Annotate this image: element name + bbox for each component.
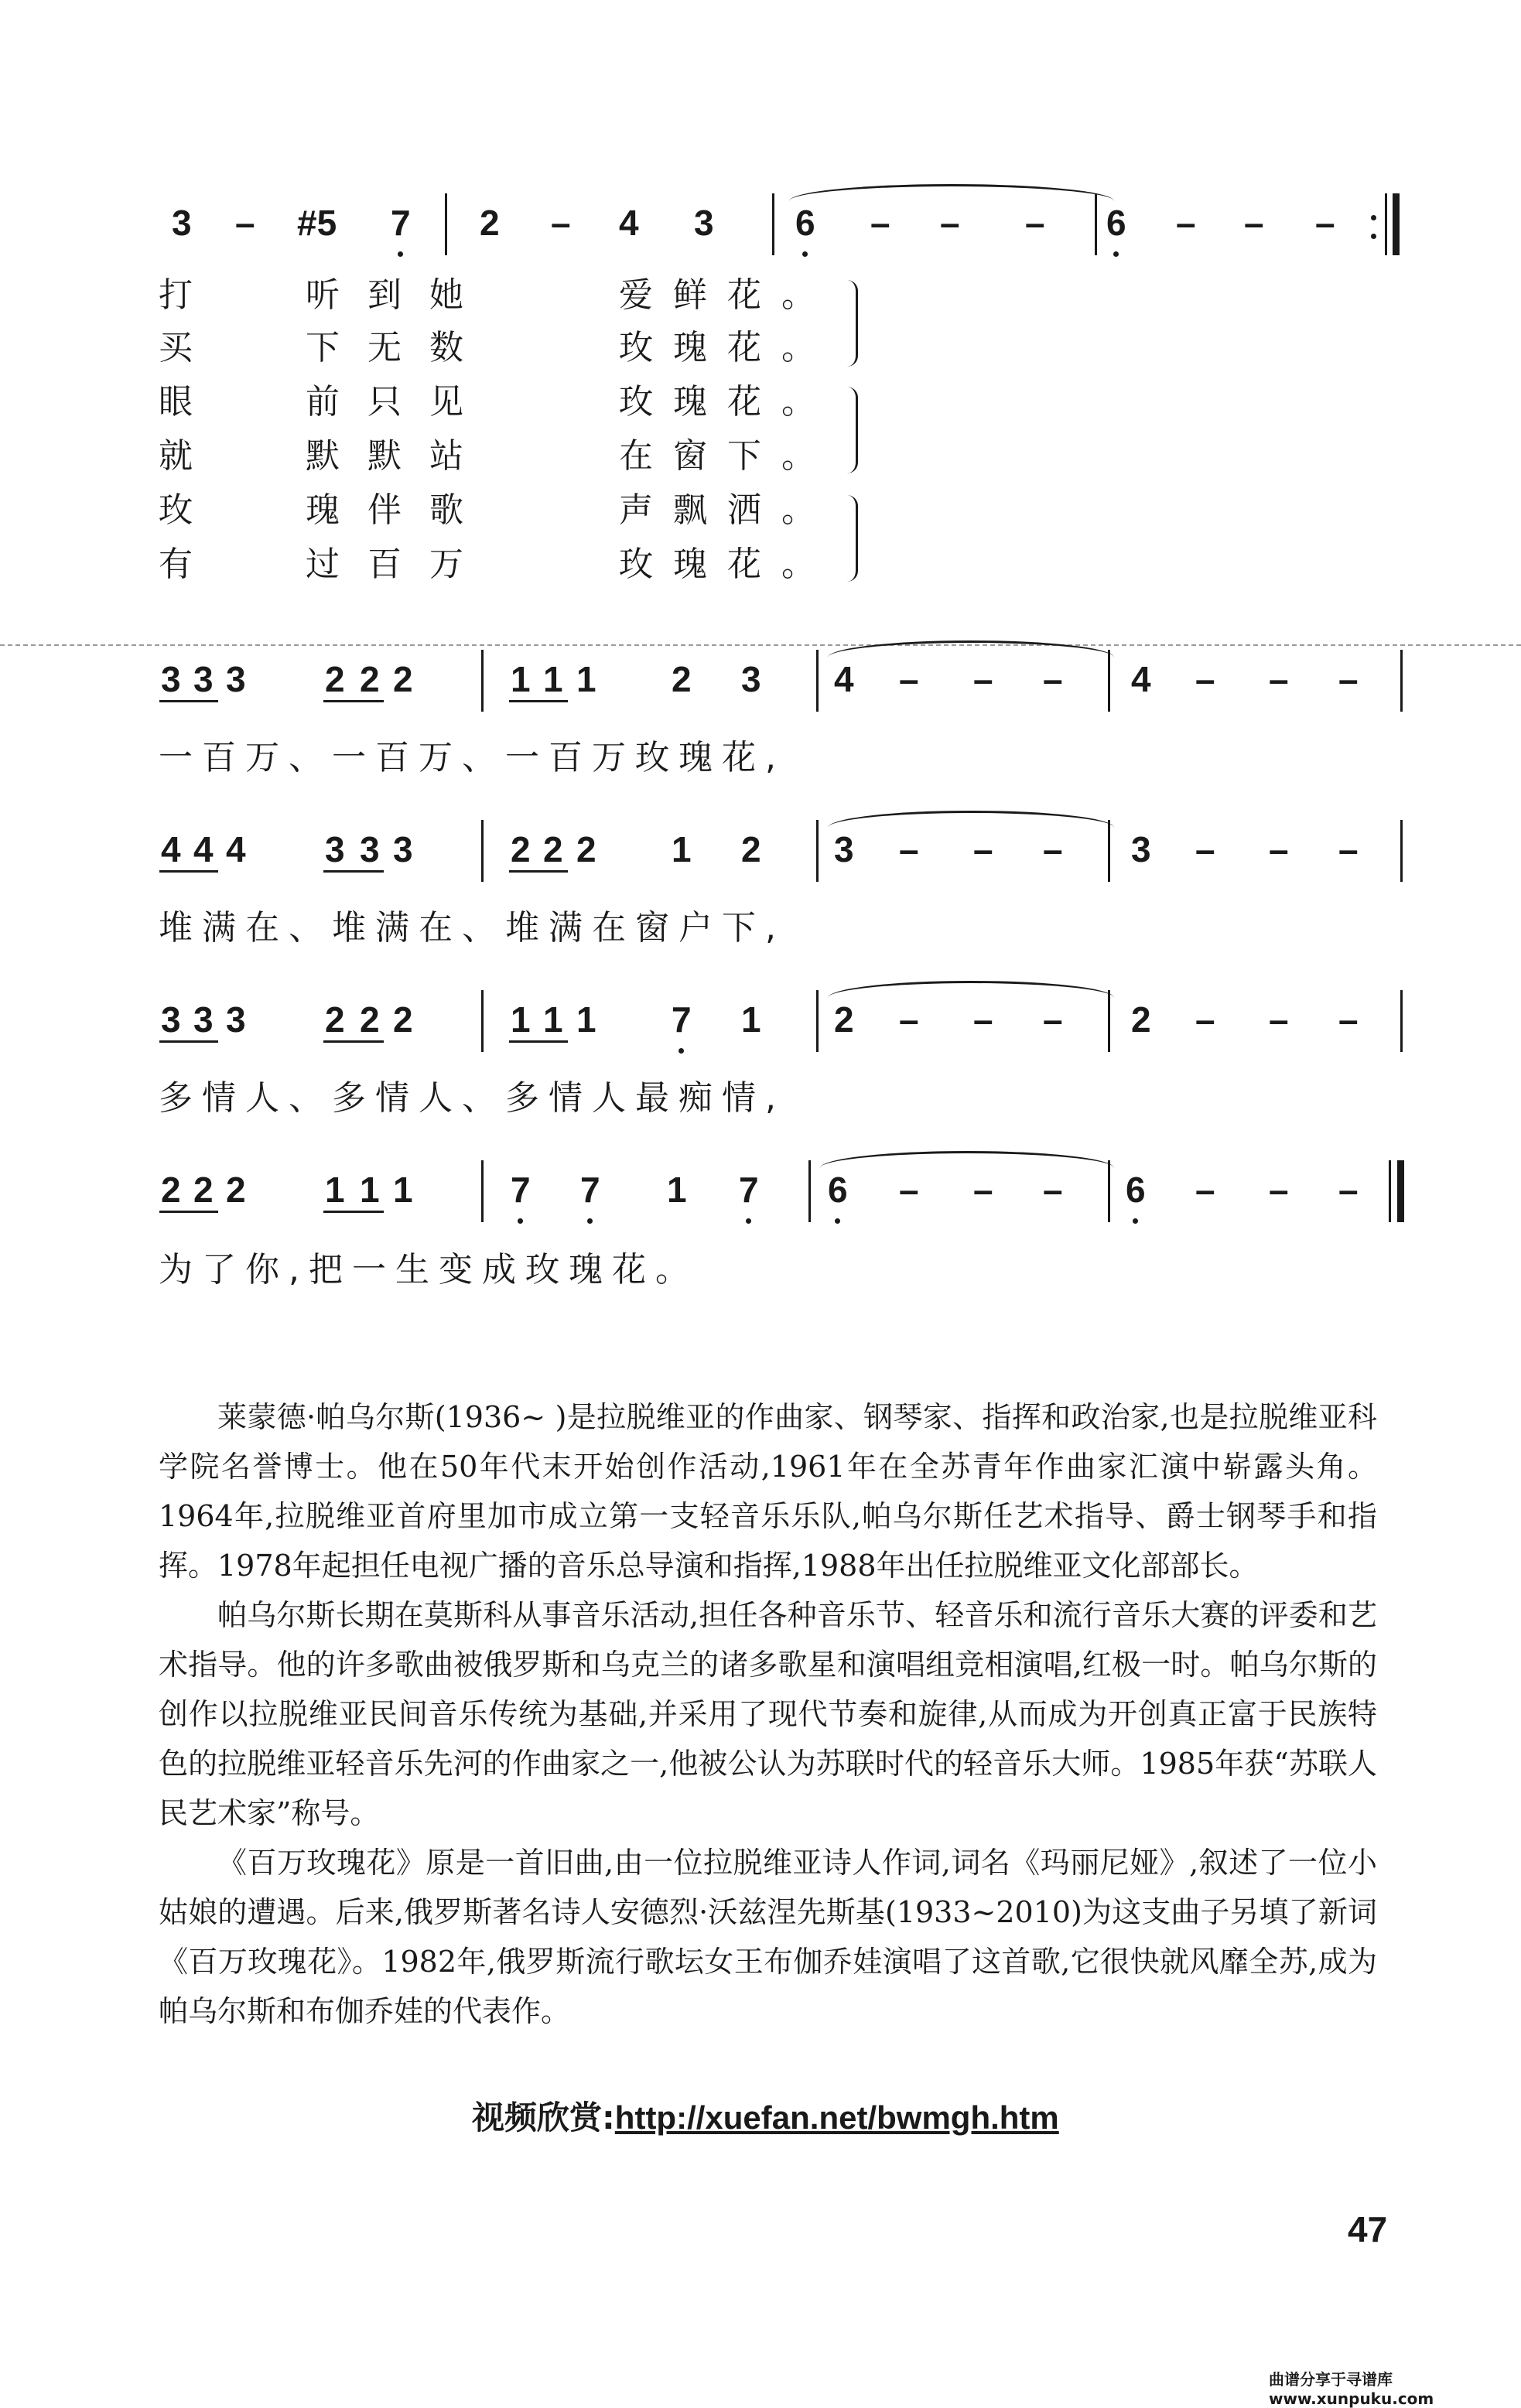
- low-octave-dot: [835, 1218, 840, 1224]
- note: 3: [1131, 829, 1151, 869]
- tie: [820, 1151, 1114, 1170]
- note-dash: –: [1043, 999, 1063, 1040]
- article-paragraph: 莱蒙德·帕乌尔斯(1936~ )是拉脱维亚的作曲家、钢琴家、指挥和政治家,也是拉脱维亚科学院名誉博士。他在50年代末开始创作活动,1961年在全苏青年作曲家汇演中崭露头角。1964年,拉脱维亚首府里加市成立第一支轻音乐乐队,帕乌尔斯任艺术指导、爵士钢琴手和指挥。1978年起担任电视广播的音乐总导演和指挥,1988年出任拉脱维亚文化部部长。: [159, 1400, 1377, 1583]
- scan-fold-line: [0, 644, 1521, 646]
- note: 3: [834, 829, 854, 869]
- verse-brace: [842, 280, 858, 367]
- lyric-text: 玫瑰花。: [619, 328, 836, 367]
- note: 6: [795, 203, 815, 243]
- note: 1: [325, 1170, 345, 1210]
- note: 4: [834, 659, 854, 699]
- note-dash: –: [1195, 659, 1215, 699]
- note: 1: [360, 1170, 380, 1210]
- note: 2: [193, 1170, 214, 1210]
- lyric-text: 玫瑰花。: [619, 545, 836, 584]
- barline: [481, 990, 484, 1052]
- note: 3: [193, 999, 214, 1040]
- note: 4: [161, 829, 181, 869]
- note-dash: –: [1195, 999, 1215, 1040]
- note: 1: [576, 999, 596, 1040]
- note: 2: [360, 659, 380, 699]
- note-dash: –: [1338, 999, 1359, 1040]
- eighth-beam: [159, 1040, 218, 1043]
- low-octave-dot: [518, 1218, 523, 1224]
- note: 7: [391, 203, 411, 243]
- lyric-text: 在窗下。: [619, 436, 836, 476]
- note-dash: –: [1195, 1170, 1215, 1210]
- note: 2: [360, 999, 380, 1040]
- note: 4: [619, 203, 639, 243]
- repeat-barline: [1385, 193, 1387, 255]
- barline: [1400, 990, 1403, 1052]
- video-url-link[interactable]: http://xuefan.net/bwmgh.htm: [614, 2099, 1059, 2136]
- eighth-beam: [323, 700, 384, 702]
- note: #5: [297, 203, 337, 243]
- note-dash: –: [973, 829, 993, 869]
- note: 1: [741, 999, 761, 1040]
- lyric-text: 下无数: [306, 328, 491, 367]
- lyric-text: 一百万、一百万、一百万玫瑰花,: [159, 738, 785, 777]
- note-dash: –: [973, 1170, 993, 1210]
- note-dash: –: [1025, 203, 1045, 243]
- note: 2: [1131, 999, 1151, 1040]
- note: 2: [543, 829, 563, 869]
- barline: [1108, 990, 1110, 1052]
- footer-watermark: 曲谱分享于寻谱库 www.xunpuku.com: [1269, 2370, 1434, 2408]
- note: 2: [325, 659, 345, 699]
- low-octave-dot: [1133, 1218, 1138, 1224]
- lyric-text: 默默站: [306, 436, 491, 476]
- note: 2: [576, 829, 596, 869]
- note: 3: [226, 999, 246, 1040]
- note-dash: –: [899, 1170, 919, 1210]
- note: 7: [672, 999, 692, 1040]
- barline: [481, 650, 484, 712]
- note-dash: –: [1269, 659, 1289, 699]
- note-dash: –: [1269, 829, 1289, 869]
- barline: [1108, 820, 1110, 882]
- note: 2: [161, 1170, 181, 1210]
- note: 4: [226, 829, 246, 869]
- verse-brace: [842, 495, 858, 582]
- low-octave-dot: [802, 251, 808, 257]
- lyric-syllable: 眼: [159, 382, 193, 422]
- barline: [1108, 1160, 1110, 1222]
- note: 1: [511, 999, 531, 1040]
- note: 3: [226, 659, 246, 699]
- note-dash: –: [1176, 203, 1196, 243]
- note: 7: [739, 1170, 759, 1210]
- note: 3: [741, 659, 761, 699]
- tie: [789, 184, 1114, 203]
- note: 3: [325, 829, 345, 869]
- note-dash: –: [1043, 659, 1063, 699]
- low-octave-dot: [1113, 251, 1119, 257]
- note-dash: –: [1338, 829, 1359, 869]
- barline: [816, 650, 819, 712]
- lyric-text: 前只见: [306, 382, 491, 422]
- lyric-syllable: 玫: [159, 490, 193, 530]
- video-link-line: [472, 2092, 1059, 2139]
- note: 2: [672, 659, 692, 699]
- verse-brace: [842, 387, 858, 473]
- tie: [828, 811, 1114, 830]
- low-octave-dot: [587, 1218, 593, 1224]
- barline: [772, 193, 774, 255]
- note: 7: [511, 1170, 531, 1210]
- note: 2: [480, 203, 500, 243]
- note-dash: –: [1043, 1170, 1063, 1210]
- note: 1: [576, 659, 596, 699]
- eighth-beam: [159, 1211, 218, 1213]
- note: 1: [511, 659, 531, 699]
- note: 2: [325, 999, 345, 1040]
- note-dash: –: [1195, 829, 1215, 869]
- video-label: 视频欣赏:: [472, 2099, 615, 2136]
- tie: [828, 981, 1114, 1000]
- note: 2: [834, 999, 854, 1040]
- note: 2: [226, 1170, 246, 1210]
- eighth-beam: [323, 1211, 384, 1213]
- barline: [1400, 820, 1403, 882]
- note: 1: [672, 829, 692, 869]
- lyric-text: 过百万: [306, 545, 491, 584]
- note-dash: –: [1244, 203, 1264, 243]
- note: 3: [161, 999, 181, 1040]
- note: 3: [172, 203, 192, 243]
- note: 1: [543, 659, 563, 699]
- lyric-text: 玫瑰花。: [619, 382, 836, 422]
- note: 2: [511, 829, 531, 869]
- note-dash: –: [940, 203, 960, 243]
- lyric-text: 堆满在、堆满在、堆满在窗户下,: [159, 908, 785, 948]
- note-dash: –: [899, 999, 919, 1040]
- eighth-beam: [509, 870, 568, 873]
- barline: [816, 990, 819, 1052]
- eighth-beam: [159, 870, 218, 873]
- repeat-dot: [1371, 234, 1376, 239]
- note-dash: –: [973, 659, 993, 699]
- article-paragraph: 《百万玫瑰花》原是一首旧曲,由一位拉脱维亚诗人作词,词名《玛丽尼娅》,叙述了一位小姑娘的遭遇。后来,俄罗斯著名诗人安德烈·沃兹涅先斯基(1933~2010)为这支曲子另填了新词《百万玫瑰花》。1982年,俄罗斯流行歌坛女王布伽乔娃演唱了这首歌,它很快就风靡全苏,成为帕乌尔斯和布伽乔娃的代表作。: [159, 1846, 1377, 2028]
- note: 1: [543, 999, 563, 1040]
- note: 6: [1106, 203, 1126, 243]
- note: 1: [667, 1170, 687, 1210]
- note: 4: [1131, 659, 1151, 699]
- lyric-syllable: 有: [159, 545, 193, 584]
- lyric-syllable: 打: [159, 275, 193, 315]
- composer-article: [159, 1392, 1377, 2036]
- final-barline: [1389, 1160, 1391, 1222]
- barline: [816, 820, 819, 882]
- note: 2: [393, 999, 413, 1040]
- note-dash: –: [973, 999, 993, 1040]
- lyric-text: 爱鲜花。: [619, 275, 836, 315]
- lyric-text: 为了你,把一生变成玫瑰花。: [159, 1250, 699, 1289]
- note-dash: –: [1043, 829, 1063, 869]
- note-dash: –: [870, 203, 890, 243]
- lyric-text: 听到她: [306, 275, 491, 315]
- note: 1: [393, 1170, 413, 1210]
- barline: [808, 1160, 811, 1222]
- note-dash: –: [235, 203, 255, 243]
- lyric-text: 瑰伴歌: [306, 490, 491, 530]
- note-dash: –: [551, 203, 571, 243]
- note: 3: [193, 659, 214, 699]
- note: 6: [1126, 1170, 1146, 1210]
- note-dash: –: [899, 829, 919, 869]
- low-octave-dot: [746, 1218, 751, 1224]
- note: 3: [161, 659, 181, 699]
- low-octave-dot: [678, 1048, 684, 1054]
- barline: [445, 193, 447, 255]
- lyric-text: 多情人、多情人、多情人最痴情,: [159, 1078, 785, 1118]
- eighth-beam: [509, 700, 568, 702]
- note: 6: [828, 1170, 848, 1210]
- article-paragraph: 帕乌尔斯长期在莫斯科从事音乐活动,担任各种音乐节、轻音乐和流行音乐大赛的评委和艺术指导。他的许多歌曲被俄罗斯和乌克兰的诸多歌星和演唱组竞相演唱,红极一时。帕乌尔斯的创作以拉脱维亚民间音乐传统为基础,并采用了现代节奏和旋律,从而成为开创真正富于民族特色的拉脱维亚轻音乐先河的作曲家之一,他被公认为苏联时代的轻音乐大师。1985年获“苏联人民艺术家”称号。: [159, 1598, 1377, 1830]
- tie: [828, 640, 1114, 660]
- note: 7: [580, 1170, 600, 1210]
- note-dash: –: [899, 659, 919, 699]
- note-dash: –: [1269, 999, 1289, 1040]
- barline: [1108, 650, 1110, 712]
- barline: [481, 1160, 484, 1222]
- low-octave-dot: [398, 251, 403, 257]
- barline: [1095, 193, 1097, 255]
- note-dash: –: [1269, 1170, 1289, 1210]
- repeat-barline-thick: [1393, 193, 1400, 255]
- note-dash: –: [1338, 659, 1359, 699]
- page-number: 47: [1348, 2209, 1388, 2249]
- eighth-beam: [159, 700, 218, 702]
- note-dash: –: [1338, 1170, 1359, 1210]
- eighth-beam: [323, 870, 384, 873]
- eighth-beam: [323, 1040, 384, 1043]
- note: 3: [360, 829, 380, 869]
- lyric-syllable: 买: [159, 328, 193, 367]
- repeat-dot: [1371, 215, 1376, 220]
- lyric-syllable: 就: [159, 436, 193, 476]
- final-barline-thick: [1397, 1160, 1404, 1222]
- note: 2: [393, 659, 413, 699]
- note-dash: –: [1315, 203, 1335, 243]
- note: 4: [193, 829, 214, 869]
- barline: [481, 820, 484, 882]
- eighth-beam: [509, 1040, 568, 1043]
- note: 2: [741, 829, 761, 869]
- note: 3: [694, 203, 714, 243]
- barline: [1400, 650, 1403, 712]
- lyric-text: 声飘洒。: [619, 490, 836, 530]
- note: 3: [393, 829, 413, 869]
